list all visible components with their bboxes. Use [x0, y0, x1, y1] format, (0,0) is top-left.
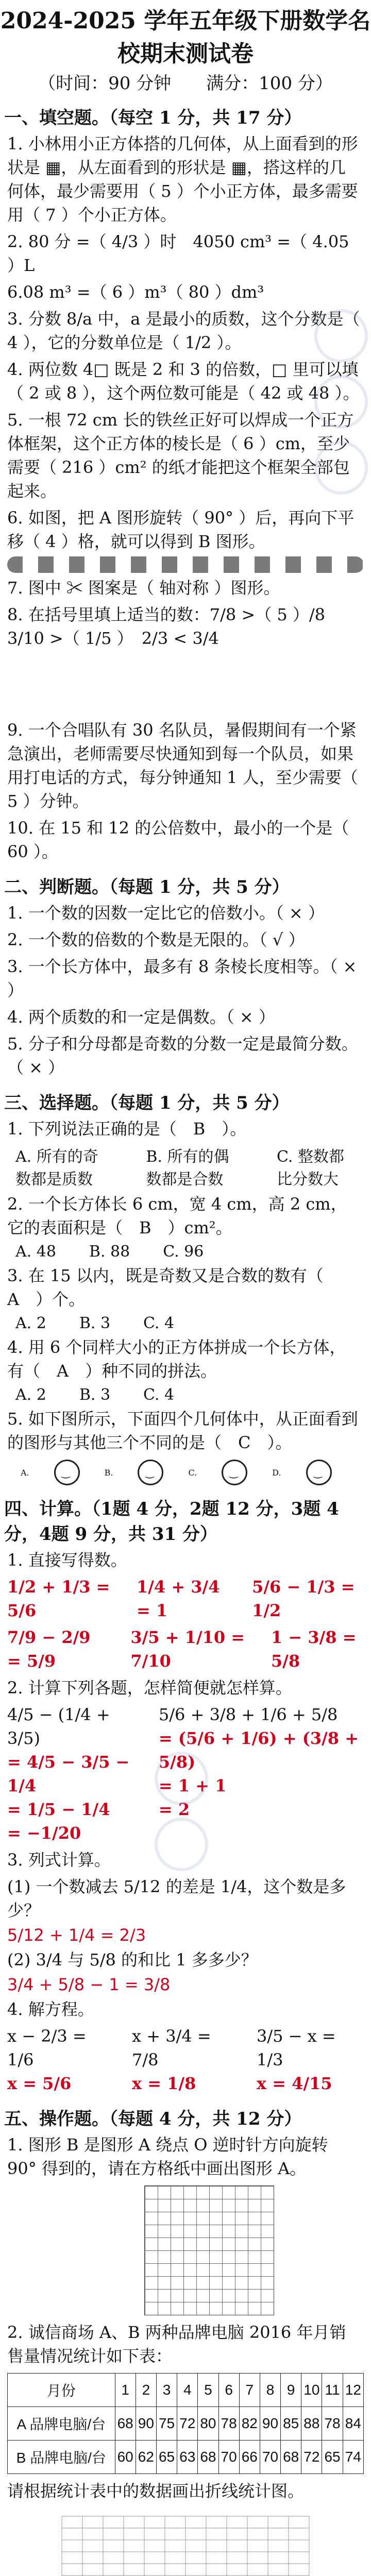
table-cell: 63	[177, 2441, 198, 2474]
calc-item: 7/9 − 2/9 = 5/9	[7, 1628, 91, 1671]
table-header-row	[8, 2374, 364, 2407]
question-1-2: 2. 80 分 =（ 4/3 ）时 4050 cm³ =（ 4.05 ）L	[7, 232, 349, 275]
calc-3-q1: (1) 一个数减去 5/12 的差是 1/4，这个数是多少？	[7, 1877, 346, 1920]
option: B. 3	[79, 1386, 111, 1404]
table-cell: 68	[281, 2441, 301, 2474]
option: A.	[21, 1467, 29, 1478]
table-cell: 9	[281, 2374, 301, 2407]
table-cell: 65	[156, 2441, 177, 2474]
table-cell: 84	[343, 2407, 363, 2441]
calc-1-title: 1. 直接写得数。	[7, 1550, 127, 1570]
choice-5-figures	[21, 1460, 350, 1485]
line-chart-grid	[41, 2511, 330, 2576]
grid-figure	[144, 2185, 274, 2315]
table-cell: 2	[136, 2374, 156, 2407]
section-true-false: 二、判断题。（每题 1 分，共 5 分）	[4, 877, 290, 897]
section-fill-in: 一、填空题。（每空 1 分，共 17 分）	[4, 108, 302, 128]
section-choice: 三、选择题。（每题 1 分，共 5 分）	[4, 1093, 290, 1113]
table-cell: 80	[198, 2407, 218, 2441]
calc-1-row-b	[7, 1625, 361, 1673]
question-1-9: 9. 一个合唱队有 30 名队员，暑假期间有一个紧急演出，老师需要尽快通知到每一个队员，如果用打电话的方式，每分钟通知 1 人，至少需要（ 5 ）分钟。	[7, 720, 358, 811]
table-cell: 6	[218, 2374, 239, 2407]
calc-2-work	[7, 1703, 361, 1845]
table-cell: 90	[136, 2407, 156, 2441]
exam-title: 2024-2025 学年五年级下册数学名校期末测试卷	[0, 8, 371, 67]
table-cell: 90	[260, 2407, 280, 2441]
calc-3-q2: (2) 3/4 与 5/8 的和比 1 多多少？	[7, 1950, 258, 1970]
option: A. 48	[15, 1243, 56, 1261]
question-1-10: 10. 在 15 和 12 的公倍数中，最小的一个是（ 60 ）。	[7, 818, 349, 861]
smiley-icon	[222, 1460, 247, 1485]
tf-5: 5. 分子和分母都是奇数的分数一定是最简分数。（ × ）	[7, 1034, 358, 1077]
table-cell: 66	[239, 2441, 260, 2474]
choice-2: 2. 一个长方体长 6 cm，宽 4 cm，高 2 cm，它的表面积是（ B ）cm²。	[7, 1194, 347, 1238]
table-cell: 78	[322, 2407, 343, 2441]
option: C. 整数都比分数大	[277, 1148, 344, 1189]
equations	[7, 2024, 361, 2095]
question-1-8: 8. 在括号里填上适当的数：7/8 >（ 5 ）/8 3/10 >（ 1/5 ） 2/3 < 3/4	[7, 605, 342, 648]
question-1-7: 7. 图中 ✂ 图案是（ 轴对称 ）图形。	[7, 578, 280, 598]
calc-step: = 2	[158, 1800, 190, 1819]
equation: 3/5 − x = 1/3	[257, 2026, 336, 2070]
choice-3-options	[15, 1314, 356, 1332]
calc-step: = 1/5 − 1/4	[7, 1800, 110, 1819]
table-cell: 72	[177, 2407, 198, 2441]
calc-item: 1 − 3/8 = 5/8	[271, 1628, 357, 1671]
option: A. 2	[15, 1314, 46, 1332]
table-cell: 75	[156, 2407, 177, 2441]
calc-1-row-a	[7, 1575, 361, 1622]
table-cell: B 品牌电脑/台	[8, 2441, 115, 2474]
sales-table	[7, 2373, 364, 2474]
question-1-6: 6. 如图，把 A 图形旋转（ 90° ）后，再向下平移（ 4 ）格，就可以得到 B 图形。	[7, 508, 355, 551]
choice-2-options	[15, 1243, 356, 1261]
tf-4: 4. 两个质数的和一定是偶数。（ × ）	[7, 1007, 275, 1027]
table-cell: 65	[322, 2441, 343, 2474]
tf-2: 2. 一个数的倍数的个数是无限的。（ √ ）	[7, 930, 305, 950]
choice-5: 5. 如下图所示，下面四个几何体中，从正面看到的图形与其他三个不同的是（ C ）。	[7, 1409, 358, 1452]
calc-item: 1/4 + 3/4 = 1	[136, 1577, 220, 1620]
option: C. 4	[143, 1314, 175, 1332]
table-cell: 60	[115, 2441, 136, 2474]
table-cell: 70	[218, 2441, 239, 2474]
section-calculation: 四、计算。（1题 4 分，2题 12 分，3题 4 分，4题 9 分，共 31 分）	[4, 1499, 339, 1545]
section-operation: 五、操作题。（每题 4 分，共 12 分）	[4, 2109, 302, 2129]
choice-4: 4. 用 6 个同样大小的正方体拼成一个长方体，有（ A ）种不同的拼法。	[7, 1337, 346, 1381]
table-cell: 8	[260, 2374, 280, 2407]
table-cell: 68	[115, 2407, 136, 2441]
question-1-2b: 6.08 m³ =（ 6 ）m³（ 80 ）dm³	[7, 282, 264, 302]
calc-3-a2: 3/4 + 5/8 − 1 = 3/8	[7, 1975, 171, 1994]
table-cell: 月份	[8, 2374, 115, 2407]
calc-step: = (5/6 + 1/6) + (3/8 + 5/8)	[158, 1728, 359, 1772]
solution: x = 4/15	[257, 2074, 332, 2093]
question-1-3: 3. 分数 8/a 中，a 是最小的质数，这个分数是（ 4 ），它的分数单位是（ 1/2 ）。	[7, 309, 360, 352]
question-1-5: 5. 一根 72 cm 长的铁丝正好可以焊成一个正方体框架，这个正方体的棱长是（ 6 ）cm，至少需要（ 216 ）cm² 的纸才能把这个框架全部包起来。	[7, 410, 354, 501]
option: B.	[104, 1467, 113, 1478]
table-cell: 11	[322, 2374, 343, 2407]
calc-item: 1/2 + 1/3 = 5/6	[7, 1577, 110, 1620]
table-cell: 4	[177, 2374, 198, 2407]
option: C.	[188, 1467, 197, 1478]
solution: x = 5/6	[7, 2074, 72, 2093]
table-cell: 3	[156, 2374, 177, 2407]
smiley-icon	[54, 1460, 80, 1485]
option: A. 2	[15, 1386, 46, 1404]
solution: x = 1/8	[132, 2074, 196, 2093]
choice-4-options	[15, 1386, 356, 1404]
table-cell: 70	[260, 2441, 280, 2474]
choice-3: 3. 在 15 以内，既是奇数又是合数的数有（ A ）个。	[7, 1266, 340, 1309]
table-cell: 10	[301, 2374, 322, 2407]
table-cell: 68	[198, 2441, 218, 2474]
table-cell: 5	[198, 2374, 218, 2407]
calc-step: 5/6 + 3/8 + 1/6 + 5/8	[158, 1705, 338, 1724]
smiley-icon	[306, 1460, 332, 1485]
table-cell: A 品牌电脑/台	[8, 2407, 115, 2441]
table-cell: 78	[218, 2407, 239, 2441]
option: B. 所有的偶数都是合数	[146, 1148, 229, 1189]
table-row-a	[8, 2407, 364, 2441]
calc-4-title: 4. 解方程。	[7, 1999, 94, 2019]
calc-2-title: 2. 计算下列各题，怎样简便就怎样算。	[7, 1678, 292, 1698]
option: B. 3	[79, 1314, 111, 1332]
smiley-icon	[138, 1460, 163, 1485]
op-3: 请根据统计表中的数据画出折线统计图。	[7, 2481, 305, 2501]
op-1: 1. 图形 B 是图形 A 绕点 O 逆时针方向旋转 90° 得到的，请在方格纸中画出图形 A。	[7, 2135, 328, 2178]
op-2: 2. 诚信商场 A、B 两种品牌电脑 2016 年月销售量情况统计如下表：	[7, 2323, 346, 2366]
calc-3-title: 3. 列式计算。	[7, 1850, 111, 1870]
table-cell: 7	[239, 2374, 260, 2407]
table-row-b	[8, 2441, 364, 2474]
table-cell: 85	[281, 2407, 301, 2441]
table-cell: 72	[301, 2441, 322, 2474]
table-cell: 82	[239, 2407, 260, 2441]
table-cell: 88	[301, 2407, 322, 2441]
option: A. 所有的奇数都是质数	[15, 1148, 98, 1189]
option: D.	[272, 1467, 281, 1478]
table-cell: 1	[115, 2374, 136, 2407]
question-1-1: 1. 小林用小正方体搭的几何体，从上面看到的形状是 ▦，从左面看到的形状是 ▦，搭这样的几何体，最少需要用（ 5 ）个小正方体，最多需要用（ 7 ）个小正方体。	[7, 134, 358, 225]
question-1-4: 4. 两位数 4□ 既是 2 和 3 的倍数，□ 里可以填（ 2 或 8 ），这个两位数可能是（ 42 或 48 ）。	[7, 360, 360, 403]
choice-1-options	[15, 1144, 356, 1189]
calc-item: 3/5 + 1/10 = 7/10	[130, 1628, 245, 1671]
equation: x − 2/3 = 1/6	[7, 2026, 87, 2070]
table-cell: 74	[343, 2441, 363, 2474]
calc-3-a1: 5/12 + 1/4 = 2/3	[7, 1925, 146, 1945]
calc-step: = 4/5 − 3/5 − 1/4	[7, 1752, 130, 1795]
calc-step: = 1 + 1	[158, 1776, 227, 1795]
calc-item: 5/6 − 1/3 = 1/2	[252, 1577, 355, 1620]
tf-3: 3. 一个长方体中，最多有 8 条棱长度相等。（ × ）	[7, 957, 357, 1000]
equation: x + 3/4 = 7/8	[132, 2026, 211, 2070]
calc-step: 4/5 − (1/4 + 3/5)	[7, 1705, 110, 1748]
option: B. 88	[89, 1243, 130, 1261]
table-cell: 12	[343, 2374, 363, 2407]
question-list-1	[0, 132, 371, 863]
choice-1: 1. 下列说法正确的是（ B ）。	[7, 1119, 247, 1139]
option: C. 4	[143, 1386, 175, 1404]
table-cell: 62	[136, 2441, 156, 2474]
decor-strip	[7, 556, 364, 573]
calc-step: = −1/20	[7, 1823, 81, 1843]
exam-info: （时间：90 分钟 满分：100 分）	[38, 73, 333, 94]
tf-1: 1. 一个数的因数一定比它的倍数小。（ × ）	[7, 903, 325, 923]
option: C. 96	[163, 1243, 204, 1261]
